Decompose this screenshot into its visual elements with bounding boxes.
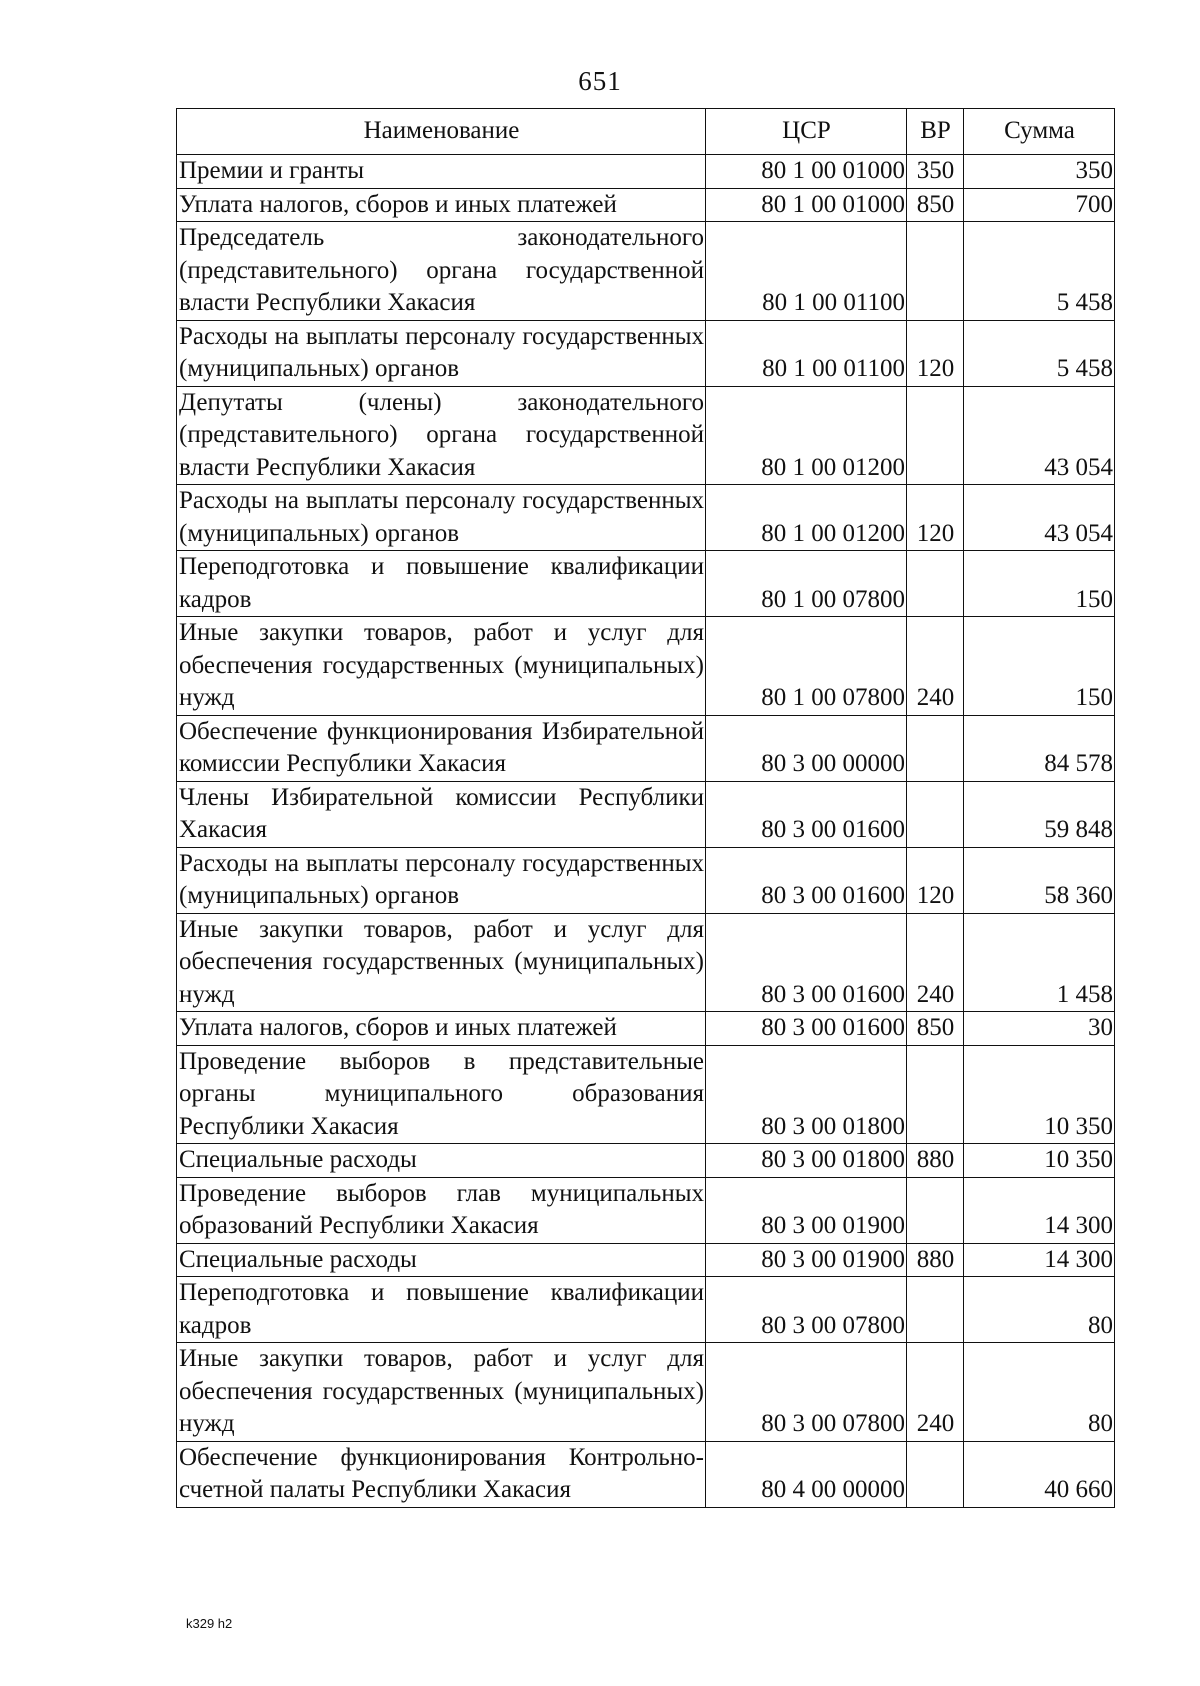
table-row	[177, 617, 1115, 716]
cell-csr: 80 3 00 07800	[706, 1343, 907, 1442]
table-row	[177, 1243, 1115, 1277]
cell-name: Специальные расходы	[177, 1243, 706, 1277]
cell-vr: 240	[907, 1343, 964, 1442]
cell-vr: 350	[907, 155, 964, 189]
cell-name: Расходы на выплаты персоналу государственных (муниципальных) органов	[177, 320, 706, 386]
cell-name: Обеспечение функционирования Избирательной комиссии Республики Хакасия	[177, 715, 706, 781]
table-row	[177, 155, 1115, 189]
table-row	[177, 913, 1115, 1012]
cell-vr: 850	[907, 1012, 964, 1046]
cell-sum: 5 458	[964, 222, 1115, 321]
cell-name: Обеспечение функционирования Контрольно-счетной палаты Республики Хакасия	[177, 1441, 706, 1507]
cell-name: Иные закупки товаров, работ и услуг для обеспечения государственных (муниципальных) нужд	[177, 1343, 706, 1442]
cell-sum: 150	[964, 551, 1115, 617]
table-row	[177, 1045, 1115, 1144]
cell-csr: 80 3 00 01800	[706, 1144, 907, 1178]
cell-name: Депутаты (члены) законодательного (представительного) органа государственной власти Республики Хакасия	[177, 386, 706, 485]
cell-sum: 80	[964, 1277, 1115, 1343]
cell-csr: 80 3 00 01600	[706, 847, 907, 913]
cell-sum: 80	[964, 1343, 1115, 1442]
cell-name: Иные закупки товаров, работ и услуг для обеспечения государственных (муниципальных) нужд	[177, 913, 706, 1012]
cell-name: Члены Избирательной комиссии Республики Хакасия	[177, 781, 706, 847]
table-row	[177, 1343, 1115, 1442]
cell-csr: 80 3 00 07800	[706, 1277, 907, 1343]
cell-csr: 80 1 00 01100	[706, 320, 907, 386]
cell-name: Проведение выборов в представительные органы муниципального образования Республики Хакасия	[177, 1045, 706, 1144]
cell-name: Премии и гранты	[177, 155, 706, 189]
cell-vr	[907, 1177, 964, 1243]
column-header-sum: Сумма	[964, 109, 1115, 155]
cell-csr: 80 3 00 01900	[706, 1177, 907, 1243]
cell-vr: 120	[907, 847, 964, 913]
table-row	[177, 551, 1115, 617]
cell-csr: 80 4 00 00000	[706, 1441, 907, 1507]
cell-csr: 80 1 00 01000	[706, 155, 907, 189]
cell-sum: 40 660	[964, 1441, 1115, 1507]
cell-name: Переподготовка и повышение квалификации кадров	[177, 551, 706, 617]
cell-name: Расходы на выплаты персоналу государственных (муниципальных) органов	[177, 485, 706, 551]
table-row	[177, 781, 1115, 847]
cell-csr: 80 3 00 00000	[706, 715, 907, 781]
cell-name: Специальные расходы	[177, 1144, 706, 1178]
cell-sum: 43 054	[964, 386, 1115, 485]
cell-csr: 80 1 00 01200	[706, 386, 907, 485]
table-row	[177, 715, 1115, 781]
cell-sum: 150	[964, 617, 1115, 716]
table-body	[177, 155, 1115, 1508]
cell-sum: 14 300	[964, 1243, 1115, 1277]
cell-sum: 10 350	[964, 1045, 1115, 1144]
cell-sum: 350	[964, 155, 1115, 189]
table-row	[177, 1012, 1115, 1046]
cell-csr: 80 3 00 01600	[706, 1012, 907, 1046]
cell-vr: 850	[907, 188, 964, 222]
cell-vr	[907, 222, 964, 321]
cell-name: Проведение выборов глав муниципальных образований Республики Хакасия	[177, 1177, 706, 1243]
cell-vr: 120	[907, 485, 964, 551]
cell-csr: 80 3 00 01600	[706, 781, 907, 847]
table-row	[177, 1177, 1115, 1243]
column-header-csr: ЦСР	[706, 109, 907, 155]
budget-table	[176, 108, 1115, 1508]
cell-vr	[907, 1441, 964, 1507]
column-header-vr: ВР	[907, 109, 964, 155]
column-header-name: Наименование	[177, 109, 706, 155]
table-row	[177, 1144, 1115, 1178]
table-row	[177, 188, 1115, 222]
table-row	[177, 320, 1115, 386]
cell-csr: 80 3 00 01800	[706, 1045, 907, 1144]
page-number: 651	[578, 66, 622, 96]
cell-csr: 80 1 00 01100	[706, 222, 907, 321]
cell-vr: 880	[907, 1243, 964, 1277]
table-row	[177, 386, 1115, 485]
cell-csr: 80 1 00 07800	[706, 551, 907, 617]
table-header-row	[177, 109, 1115, 155]
cell-csr: 80 1 00 01200	[706, 485, 907, 551]
cell-vr: 240	[907, 617, 964, 716]
table-row	[177, 847, 1115, 913]
cell-name: Иные закупки товаров, работ и услуг для обеспечения государственных (муниципальных) нужд	[177, 617, 706, 716]
cell-vr	[907, 781, 964, 847]
cell-vr	[907, 1277, 964, 1343]
cell-csr: 80 3 00 01600	[706, 913, 907, 1012]
cell-vr	[907, 1045, 964, 1144]
cell-sum: 43 054	[964, 485, 1115, 551]
cell-sum: 10 350	[964, 1144, 1115, 1178]
cell-sum: 30	[964, 1012, 1115, 1046]
cell-sum: 84 578	[964, 715, 1115, 781]
cell-csr: 80 3 00 01900	[706, 1243, 907, 1277]
cell-name: Расходы на выплаты персоналу государственных (муниципальных) органов	[177, 847, 706, 913]
cell-vr	[907, 386, 964, 485]
table-row	[177, 1441, 1115, 1507]
cell-sum: 58 360	[964, 847, 1115, 913]
cell-sum: 59 848	[964, 781, 1115, 847]
cell-name: Председатель законодательного (представительного) органа государственной власти Республики Хакасия	[177, 222, 706, 321]
cell-name: Уплата налогов, сборов и иных платежей	[177, 188, 706, 222]
cell-csr: 80 1 00 07800	[706, 617, 907, 716]
cell-sum: 700	[964, 188, 1115, 222]
table-row	[177, 485, 1115, 551]
cell-vr: 120	[907, 320, 964, 386]
cell-vr: 880	[907, 1144, 964, 1178]
cell-name: Переподготовка и повышение квалификации кадров	[177, 1277, 706, 1343]
table-row	[177, 1277, 1115, 1343]
cell-sum: 1 458	[964, 913, 1115, 1012]
footer-code: k329 h2	[186, 1616, 233, 1631]
table-row	[177, 222, 1115, 321]
cell-name: Уплата налогов, сборов и иных платежей	[177, 1012, 706, 1046]
cell-vr: 240	[907, 913, 964, 1012]
cell-sum: 5 458	[964, 320, 1115, 386]
cell-csr: 80 1 00 01000	[706, 188, 907, 222]
cell-sum: 14 300	[964, 1177, 1115, 1243]
cell-vr	[907, 715, 964, 781]
cell-vr	[907, 551, 964, 617]
